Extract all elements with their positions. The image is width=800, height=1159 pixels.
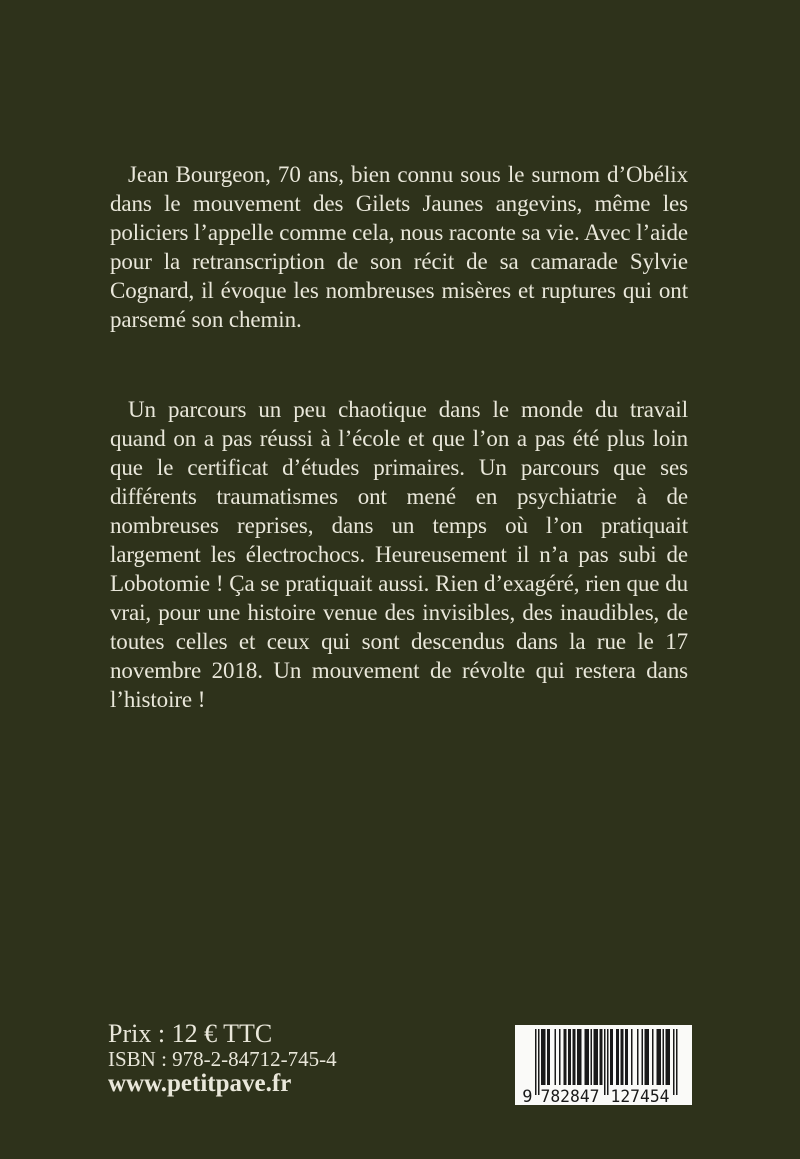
isbn-text: ISBN : 978-2-84712-745-4 xyxy=(108,1047,337,1071)
barcode-svg xyxy=(515,1025,692,1105)
barcode xyxy=(515,1025,692,1105)
synopsis-paragraph-1: Jean Bourgeon, 70 ans, bien connu sous le surnom d’Obélix dans le mouvement des Gilets Jaunes angevins, même les policiers l’appelle comme cela, nous raconte sa vie. Avec l’aide pour la retranscription de son récit de sa camarade Sylvie Cognard, il évoque les nombreuses misères et ruptures qui ont parsemé son chemin. xyxy=(110,162,688,332)
barcode-digit-first: 9 xyxy=(522,1087,533,1105)
barcode-bars xyxy=(535,1029,678,1095)
synopsis xyxy=(110,160,688,714)
synopsis-paragraph-2: Un parcours un peu chaotique dans le monde du travail quand on a pas réussi à l’école et que l’on a pas été plus loin que le certificat d’études primaires. Un parcours que ses différents traumatismes ont mené en psychiatrie à de nombreuses reprises, dans un temps où l’on pratiquait largement les électrochocs. Heureusement il n’a pas subi de Lobotomie ! Ça se pratiquait aussi. Rien d’exagéré, rien que du vrai, pour une histoire venue des invisibles, des inaudibles, de toutes celles et ceux qui sont descendus dans la rue le 17 novembre 2018. Un mouvement de révolte qui restera dans l’histoire ! xyxy=(110,397,688,712)
website-text: www.petitpave.fr xyxy=(108,1070,292,1097)
price-text: Prix : 12 € TTC xyxy=(108,1019,273,1048)
barcode-digits-left: 782847 xyxy=(540,1087,600,1105)
barcode-digits-right: 127454 xyxy=(610,1087,670,1105)
